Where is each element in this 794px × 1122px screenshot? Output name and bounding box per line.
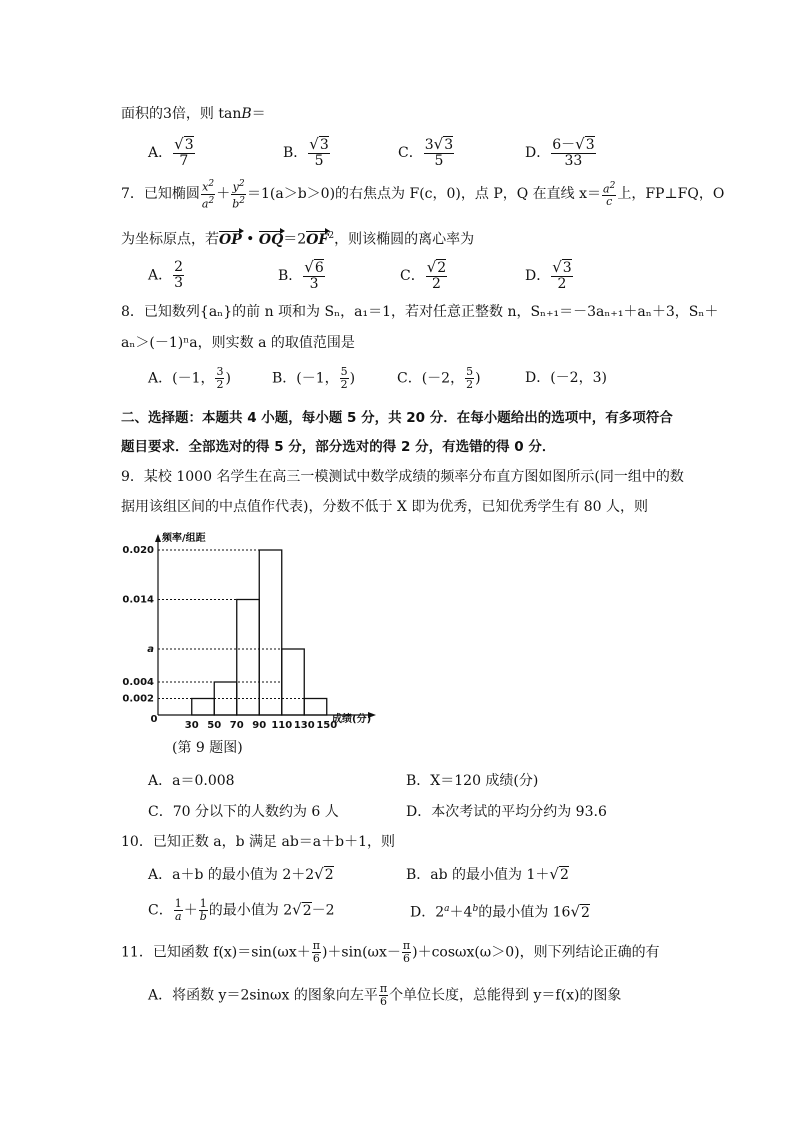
q6-tail: 面积的3倍，则 tanB＝ [121,106,266,122]
histogram-bar-70-90 [237,600,260,716]
q9-line1: 9．某校 1000 名学生在高三一模测试中数学成绩的频率分布直方图如图所示(同一组中的数 [121,469,684,485]
q10-option-b: B．ab 的最小值为 1＋√2 [406,865,569,883]
q8-line1: 8．已知数列{aₙ}的前 n 项和为 Sₙ，a₁＝1，若对任意正整数 n，Sₙ₊₁＝－3aₙ₊₁＋aₙ＋3，Sₙ＋ [121,304,719,320]
q6-option-c: C． $\frac{3√3}{5}$ [398,135,454,169]
x-tick-label: 30 [184,720,199,730]
x-tick-label: 150 [316,720,338,730]
q8-option-a: A．(－1， $\frac{3}{2}$ ) [148,365,231,391]
x-tick-label: 90 [252,720,267,730]
histogram-bar-130-150 [304,699,327,716]
q10-option-a: A．a＋b 的最小值为 2＋2√2 [148,865,334,883]
y-tick-label: 0.004 [122,677,154,688]
y-tick-label: 0.014 [122,594,154,606]
q9-option-a: A．a＝0.008 [148,773,235,789]
origin-label: 0 [150,714,158,725]
q7-option-d: D． $\frac{√3}{2}$ [525,258,572,292]
q7-option-a: A． $\frac{2}{3}$ [148,259,184,291]
q7-option-b: B． $\frac{√6}{3}$ [278,258,324,292]
q9-line2: 据用该组区间的中点值作代表)，分数不低于 X 即为优秀，已知优秀学生有 80 人，则 [121,499,649,515]
y-axis-arrow [155,534,161,542]
histogram-chart [110,530,400,730]
y-tick-label: 0.020 [122,545,154,556]
q8-option-b: B．(－1， $\frac{5}{2}$ ) [272,365,356,391]
q7-option-c: C． $\frac{√2}{2}$ [400,258,447,292]
section2-line1: 二、选择题：本题共 4 小题，每小题 5 分，共 20 分．在每小题给出的选项中，有多项符合 [121,410,673,426]
q8-option-d: D．(－2，3) [525,370,607,386]
q8-option-c: C．(－2， $\frac{5}{2}$ ) [397,365,481,391]
x-axis-label: 成绩(分) [332,714,372,725]
histogram-bar-90-110 [259,550,282,715]
q11-line1: 11．已知函数 f(x)＝sin(ωx＋ $\frac{\pi}{6}$ )＋sin(ωx－ $\frac{\pi}{6}$ )＋cosωx(ω＞0)，则下列结论正确的有 [121,939,660,965]
histogram-bar-30-50 [192,699,215,716]
section2-line2: 题目要求．全部选对的得 5 分，部分选对的得 2 分，有选错的得 0 分． [121,439,556,455]
histogram-bar-110-130 [282,649,305,715]
q8-line2: aₙ＞(－1)ⁿa，则实数 a 的取值范围是 [121,335,355,351]
y-tick-label: 0.002 [122,693,154,705]
q9-caption: (第 9 题图) [172,740,243,756]
q9-option-d: D．本次考试的平均分约为 93.6 [406,804,607,820]
histogram-bar-50-70 [214,682,237,715]
q6-option-d: D． $\frac{6-√3}{33}$ [525,135,595,169]
q10-option-d: D．$2^a+4^b$的最小值为 16√2 [410,902,590,921]
q6-option-a: A． $\frac{√3}{7}$ [148,135,194,169]
q10-line1: 10．已知正数 a，b 满足 ab＝a＋b＋1，则 [121,834,395,850]
q6-option-b: B． $\frac{√3}{5}$ [283,135,329,169]
x-tick-label: 110 [271,720,293,730]
x-tick-label: 70 [229,720,244,730]
q9-option-c: C．70 分以下的人数约为 6 人 [148,804,339,820]
q7-line2: 为坐标原点，若OP • $OQ=2OF^2$，则该椭圆的离心率为 [121,231,475,248]
q9-option-b: B．X＝120 成绩(分) [406,773,539,789]
q7-line1: 7．已知椭圆 $\frac{x^2}{a^2}$ ＋ $\frac{y^2}{b^2}$ ＝1(a＞b＞0)的右焦点为 F(c，0)，点 P，Q 在直线 x＝ $\frac{a^2}{c}$ 上，FP⊥FQ，O [121,179,725,211]
x-tick-label: 50 [207,720,222,730]
y-tick-label: a [147,644,154,655]
q10-option-c: C． $\frac{1}{a}$ ＋ $\frac{1}{b}$ 的最小值为 2√2－2 [148,897,335,923]
q11-option-a: A．将函数 y＝2sinωx 的图象向左平 $\frac{\pi}{6}$ 个单位长度，总能得到 y＝f(x)的图象 [148,982,622,1008]
x-tick-label: 130 [293,720,315,730]
y-axis-label: 频率/组距 [162,533,206,544]
